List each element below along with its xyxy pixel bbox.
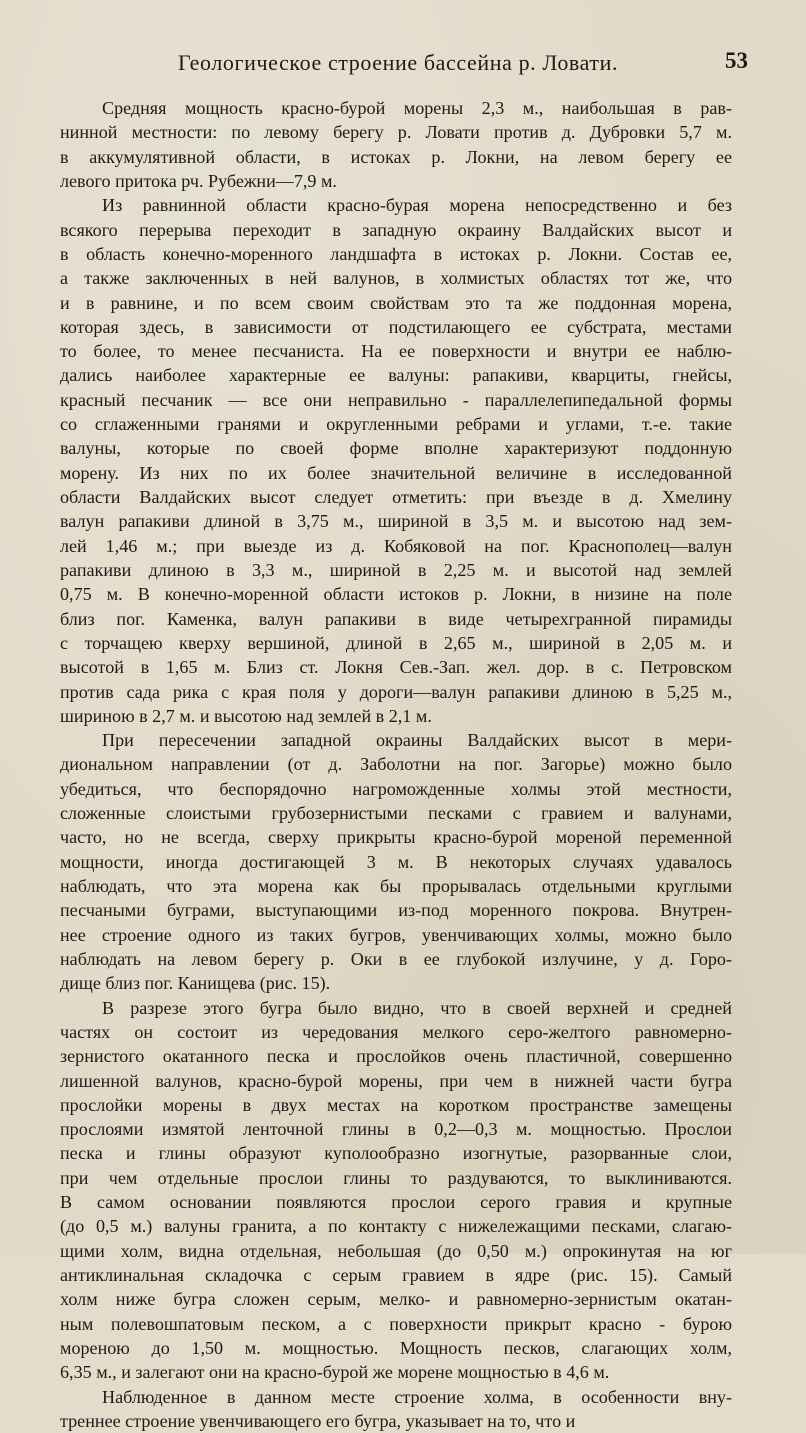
page-header [60, 44, 748, 84]
text-line: 0,75 м. В конечно-моренной области истоков р. Локни, в низине на поле [60, 584, 732, 605]
paragraph [60, 728, 732, 995]
text-line: треннее строение увенчивающего его бугра, указывает на то, что и [60, 1410, 576, 1431]
text-line: зернистого окатанного песка и прослойков очень пластичной, совершенно [60, 1046, 732, 1067]
text-line: всякого перерыва переходит в западную окраину Валдайских высот и [60, 219, 732, 240]
text-line: песчаными буграми, выступающими из-под моренного покрова. Внутрен- [60, 900, 732, 921]
text-line: В самом основании появляются прослои серого гравия и крупные [60, 1192, 732, 1213]
text-line: против сада рика с края поля у дороги—валун рапакиви длиною в 5,25 м., [60, 681, 732, 702]
text-line: прослойки морены в двух местах на коротком пространстве замещены [60, 1094, 732, 1115]
text-line: нее строение одного из таких бугров, увенчивающих холмы, можно было [60, 924, 732, 945]
text-line: щими холм, видна отдельная, небольшая (до 0,50 м.) опрокинутая на юг [60, 1240, 732, 1261]
text-line: (до 0,5 м.) валуны гранита, а по контакту с нижележащими песками, слагаю- [60, 1216, 732, 1237]
text-line: В разрезе этого бугра было видно, что в своей верхней и средней [102, 997, 732, 1018]
text-line: дище близ пог. Канищева (рис. 15). [60, 973, 331, 994]
text-line: лишенной валунов, красно-бурой морены, при чем в нижней части бугра [60, 1070, 732, 1091]
text-line: в область конечно-моренного ландшафта в истоках р. Локни. Состав ее, [60, 243, 732, 264]
text-line: Наблюденное в данном месте строение холма, в особенности вну- [102, 1386, 732, 1407]
body-text [60, 96, 732, 1433]
text-line: Из равнинной области красно-бурая морена непосредственно и без [102, 195, 732, 216]
text-line: рапакиви длиною в 3,3 м., шириной в 2,25 м. и высотой над землей [60, 559, 732, 580]
paragraph [60, 1385, 732, 1433]
text-line: убедиться, что беспорядочно нагроможденные холмы этой местности, [60, 778, 732, 799]
text-line: мореною до 1,50 м. мощностью. Мощность песков, слагающих холм, [60, 1337, 732, 1358]
text-line: мощности, иногда достигающей 3 м. В некоторых случаях удавалось [60, 851, 732, 872]
text-line: близ пог. Каменка, валун рапакиви в виде четырехгранной пирамиды [60, 608, 732, 629]
text-line: наблюдать, что эта морена как бы прорывалась отдельными круглыми [60, 876, 732, 896]
text-line: прослоями измятой ленточной глины в 0,2—0,3 м. мощностью. Прослои [60, 1119, 732, 1140]
text-line: валуны, которые по своей форме вполне характеризуют поддонную [60, 438, 732, 459]
text-line: то более, то менее песчаниста. На ее поверхности и внутри ее наблю- [60, 341, 732, 362]
text-line: валун рапакиви длиной в 3,75 м., шириной в 3,5 м. и высотою над зем- [60, 511, 732, 532]
text-line: левого притока рч. Рубежни—7,9 м. [60, 170, 337, 191]
text-line: при чем отдельные прослои глины то раздуваются, то выклиниваются. [60, 1167, 732, 1188]
text-line: области Валдайских высот следует отметить: при въезде в д. Хмелину [60, 487, 732, 507]
text-line: шириною в 2,7 м. и высотою над землей в 2,1 м. [60, 705, 432, 726]
text-line: которая здесь, в зависимости от подстилающего ее субстрата, местами [60, 316, 732, 337]
paragraph [60, 996, 732, 1385]
page-number: 53 [725, 48, 748, 73]
text-line: нинной местности: по левому берегу р. Ловати против д. Дубровки 5,7 м. [60, 122, 732, 143]
text-line: а также заключенных в ней валунов, в холмистых областях тот же, что [60, 268, 732, 289]
text-line: сложенные слоистыми грубозернистыми песками с гравием и валунами, [60, 803, 732, 824]
text-line: Средняя мощность красно-бурой морены 2,3 м., наибольшая в рав- [102, 98, 732, 118]
text-line: лей 1,46 м.; при выезде из д. Кобяковой на пог. Краснополец—валун [60, 535, 732, 556]
text-line: диональном направлении (от д. Заболотни на пог. Загорье) можно было [60, 754, 732, 775]
text-line: в аккумулятивной области, в истоках р. Локни, на левом берегу ее [60, 146, 732, 167]
text-line: с торчащею кверху вершиной, длиной в 2,65 м., шириной в 2,05 м. и [60, 632, 732, 653]
text-line: антиклинальная складочка с серым гравием в ядре (рис. 15). Самый [60, 1265, 732, 1285]
running-title: Геологическое строение бассейна р. Ловати. [178, 50, 619, 75]
text-line: красный песчаник — все они неправильно - параллелепипедальной формы [60, 389, 732, 410]
text-line: и в равнине, и по всем своим свойствам это та же поддонная морена, [60, 292, 732, 313]
paragraph [60, 96, 732, 193]
text-line: со сглаженными гранями и округленными ребрами и углами, т.-е. такие [60, 414, 732, 435]
text-line: ным полевошпатовым песком, а с поверхности прикрыт красно - бурою [60, 1313, 732, 1334]
text-line: частях он состоит из чередования мелкого серо-желтого равномерно- [60, 1021, 732, 1042]
text-line: 6,35 м., и залегают они на красно-бурой же морене мощностью в 4,6 м. [60, 1362, 610, 1383]
text-line: часто, но не всегда, сверху прикрыты красно-бурой мореной переменной [60, 827, 732, 848]
text-line: песка и глины образуют куполообразно изогнутые, разорванные слои, [60, 1143, 732, 1164]
text-line: наблюдать на левом берегу р. Оки в ее глубокой излучине, у д. Горо- [60, 948, 732, 969]
text-line: холм ниже бугра сложен серым, мелко- и равномерно-зернистым окатан- [60, 1289, 732, 1310]
text-line: морену. Из них по их более значительной величине в исследованной [60, 462, 732, 483]
text-line: дались наиболее характерные ее валуны: рапакиви, кварциты, гнейсы, [60, 365, 732, 386]
paragraph [60, 193, 732, 728]
text-line: При пересечении западной окраины Валдайских высот в мери- [102, 730, 732, 751]
text-line: высотой в 1,65 м. Близ ст. Локня Сев.-Зап. жел. дор. в с. Петровском [60, 657, 732, 678]
